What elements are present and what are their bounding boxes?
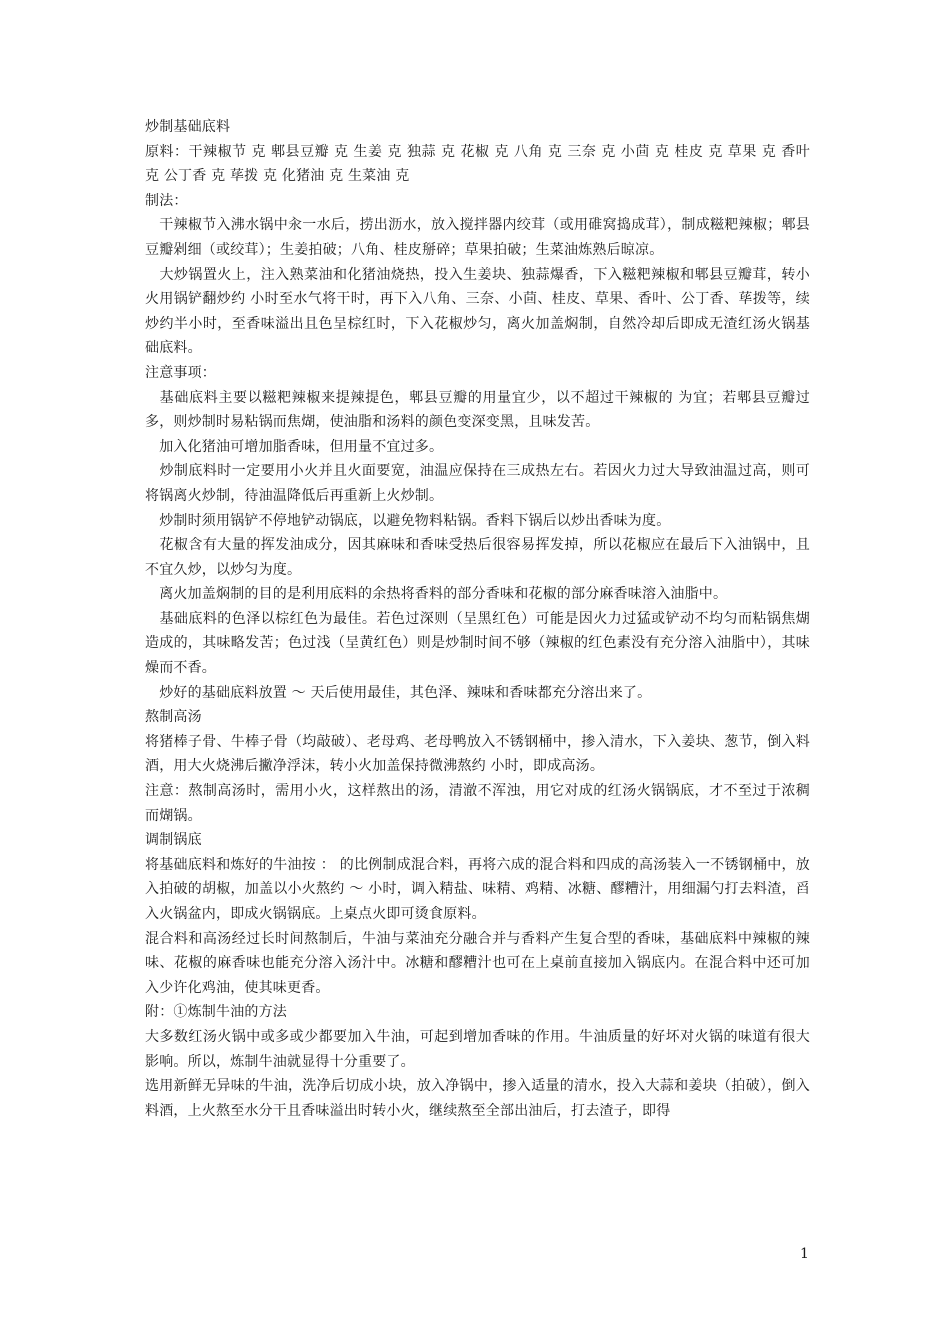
heading-method: 制法： bbox=[145, 192, 188, 209]
note-2: 加入化猪油可增加脂香味，但用量不宜过多。 bbox=[145, 438, 444, 455]
note-3: 炒制底料时一定要用小火并且火面要宽，油温应保持在三成热左右。若因火力过大导致油温过高，则可将锅离火炒制，待油温降低后再重新上火炒制。 bbox=[145, 463, 810, 504]
beef-tallow-method: 选用新鲜无异味的牛油，洗净后切成小块，放入净锅中，掺入适量的清水，投入大蒜和姜块（拍破），倒入料酒，上火熬至水分干且香味溢出时转小火，继续熬至全部出油后，打去渣子，即得 bbox=[145, 1078, 810, 1119]
note-5: 花椒含有大量的挥发油成分，因其麻味和香味受热后很容易挥发掉，所以花椒应在最后下入油锅中，且不宜久炒，以炒匀为度。 bbox=[145, 537, 810, 578]
note-1: 基础底料主要以糍粑辣椒来提辣提色，郫县豆瓣的用量宜少，以不超过干辣椒的 为宜；若郫县豆瓣过多，则炒制时易粘锅而焦煳，使油脂和汤料的颜色变深变黑，且味发苦。 bbox=[145, 389, 810, 431]
method-step-1: 干辣椒节入沸水锅中汆一水后，捞出沥水，放入搅拌器内绞茸（或用碓窝捣成茸），制成糍粑辣椒；郫县豆瓣剁细（或绞茸）；生姜拍破；八角、桂皮掰碎；草果拍破；生菜油炼熟后晾凉。 bbox=[145, 217, 810, 258]
note-8: 炒好的基础底料放置 ～ 天后使用最佳，其色泽、辣味和香味都充分溶出来了。 bbox=[145, 684, 652, 701]
hotpot-base-note: 混合料和高汤经过长时间熬制后，牛油与菜油充分融合并与香料产生复合型的香味，基础底料中辣椒的辣味、花椒的麻香味也能充分溶入汤汁中。冰糖和醪糟汁也可在上桌前直接加入锅底内。在混合料中还可加入少许化鸡油，使其味更香。 bbox=[145, 930, 810, 996]
method-step-2: 大炒锅置火上，注入熟菜油和化猪油烧热，投入生姜块、独蒜爆香，下入糍粑辣椒和郫县豆瓣茸，转小火用锅铲翻炒约 小时至水气将干时，再下入八角、三奈、小茴、桂皮、草果、香叶、公丁香、荜拨等，续炒约半小时，至香味溢出且色呈棕红时，下入花椒炒匀，离火加盖焖制，自然冷却后即成无渣红汤火锅基础底料。 bbox=[145, 266, 810, 357]
heading-stock: 熬制高汤 bbox=[145, 709, 202, 726]
heading-stir-fry-base: 炒制基础底料 bbox=[145, 119, 245, 135]
beef-tallow-intro: 大多数红汤火锅中或多或少都要加入牛油，可起到增加香味的作用。牛油质量的好坏对火锅的味道有很大影响。所以，炼制牛油就显得十分重要了。 bbox=[145, 1028, 810, 1070]
stock-paragraph: 将猪棒子骨、牛棒子骨（均敲破）、老母鸡、老母鸭放入不锈钢桶中，掺入清水，下入姜块、葱节，倒入料酒，用大火烧沸后撇净浮沫，转小火加盖保持微沸熬约 小时，即成高汤。 bbox=[145, 733, 810, 775]
page-number: 1 bbox=[800, 1246, 809, 1262]
stock-note: 注意：熬制高汤时，需用小火，这样熬出的汤，清澈不浑浊，用它对成的红汤火锅锅底，才不至过于浓稠而煳锅。 bbox=[145, 783, 810, 824]
ingredients-paragraph: 原料：干辣椒节 克 郫县豆瓣 克 生姜 克 独蒜 克 花椒 克 八角 克 三奈 克 小茴 克 桂皮 克 草果 克 香叶 克 公丁香 克 荜拨 克 化猪油 克 生菜油 克 bbox=[145, 143, 810, 185]
note-6: 离火加盖焖制的目的是利用底料的余热将香料的部分香味和花椒的部分麻香味溶入油脂中。 bbox=[145, 586, 728, 603]
heading-appendix-beef-tallow: 附：①炼制牛油的方法 bbox=[145, 1004, 287, 1021]
heading-hotpot-base: 调制锅底 bbox=[145, 832, 202, 849]
note-7: 基础底料的色泽以棕红色为最佳。若色过深则（呈黑红色）可能是因火力过猛或铲动不均匀而粘锅焦煳造成的，其味略发苦；色过浅（呈黄红色）则是炒制时间不够（辣椒的红色素没有充分溶入油脂中），其味燥而不香。 bbox=[145, 610, 810, 677]
heading-notes: 注意事项： bbox=[145, 364, 216, 381]
document-body bbox=[145, 115, 810, 1123]
note-4: 炒制时须用锅铲不停地铲动锅底，以避免物料粘锅。香料下锅后以炒出香味为度。 bbox=[145, 512, 671, 529]
hotpot-base-paragraph: 将基础底料和炼好的牛油按 ： 的比例制成混合料，再将六成的混合料和四成的高汤装入一不锈钢桶中，放入拍破的胡椒，加盖以小火熬约 ～ 小时，调入精盐、味精、鸡精、冰糖、醪糟汁，用细漏勺打去料渣，舀入火锅盆内，即成火锅锅底。上桌点火即可烫食原料。 bbox=[145, 856, 810, 922]
